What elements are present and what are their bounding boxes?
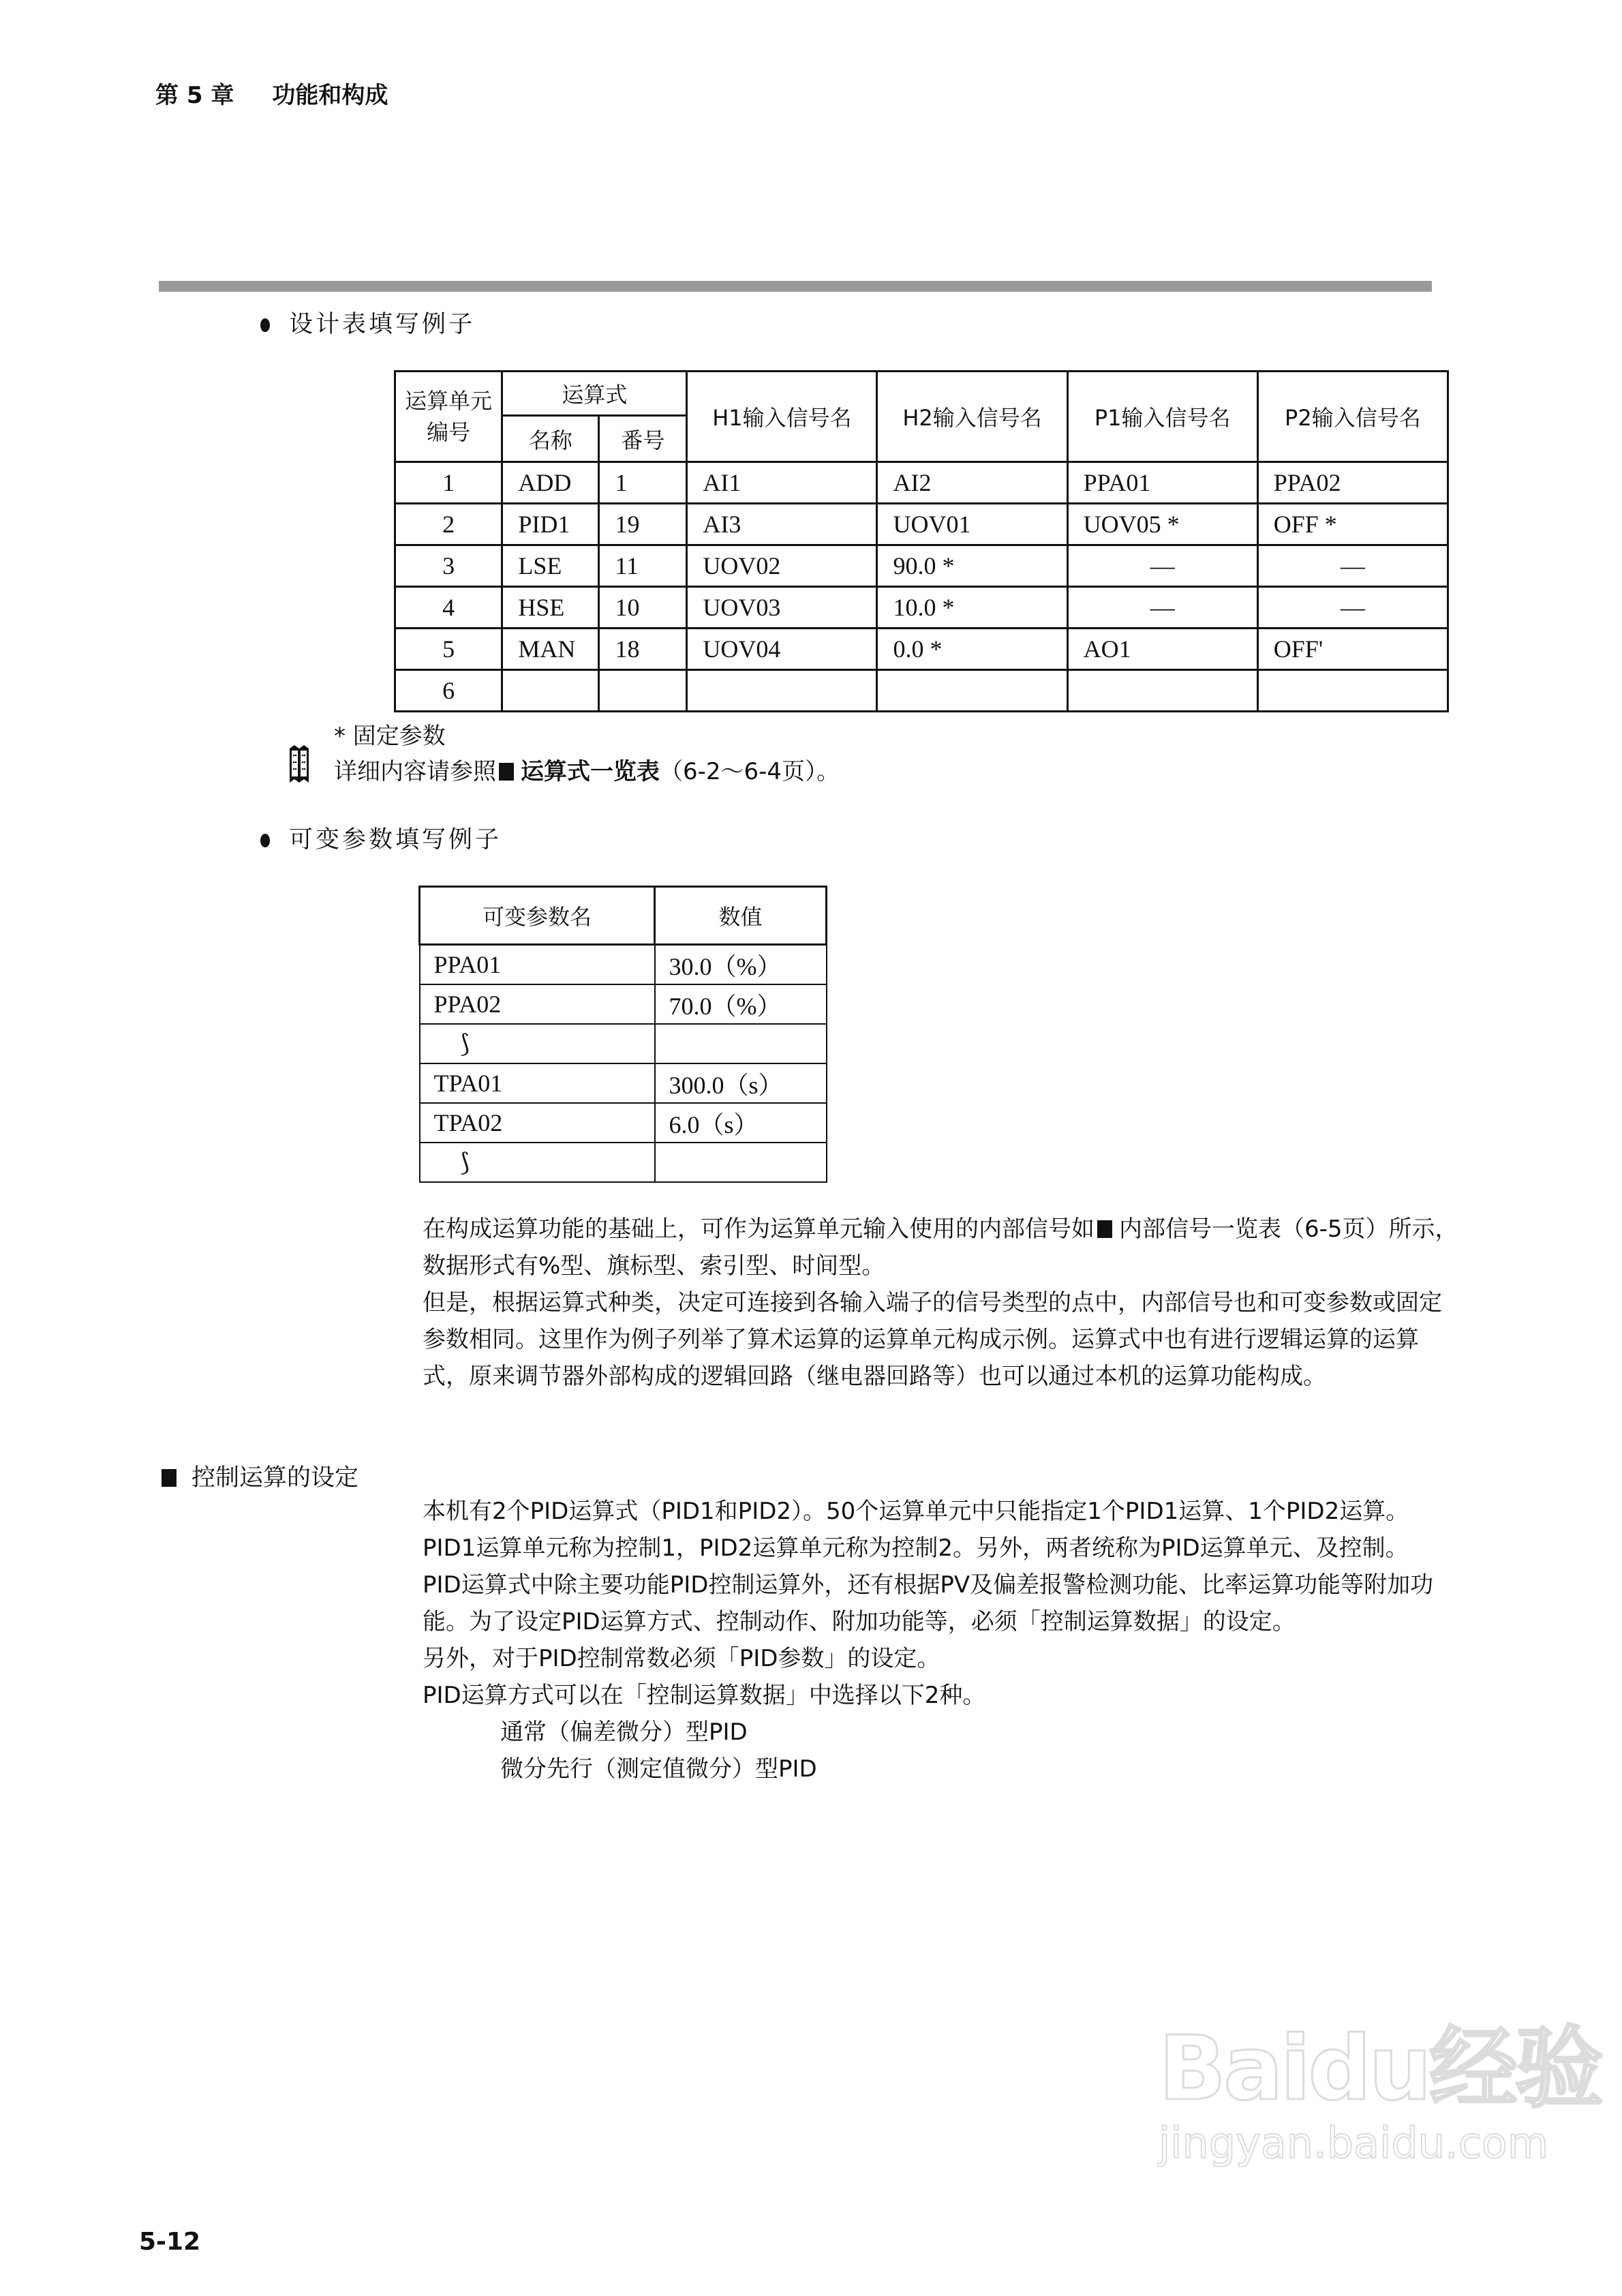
table-row: PPA02 70.0（%）: [420, 984, 827, 1024]
chapter-label: 第 5 章: [155, 82, 234, 109]
design-table: [394, 370, 1449, 712]
reference-link-formula-list[interactable]: 运算式一览表: [521, 758, 660, 785]
bullet-icon: [260, 318, 270, 332]
table-row: 4 HSE 10 UOV03 10.0 * — —: [395, 587, 1448, 629]
header-h1: H1输入信号名: [687, 372, 877, 462]
paragraph: 本机有2个PID运算式（PID1和PID2）。50个运算单元中只能指定1个PID1运算、1个PID2运算。PID1运算单元称为控制1，PID2运算单元称为控制2。另外，两者统称为PID运算单元、及控制。: [423, 1498, 1409, 1562]
table-row: 3 LSE 11 UOV02 90.0 * — —: [395, 545, 1448, 587]
section-divider: [159, 281, 1432, 292]
paragraph: PID运算式中除主要功能PID控制运算外，还有根据PV及偏差报警检测功能、比率运算功能等附加功能。为了设定PID运算方式、控制动作、附加功能等，必须「控制运算数据」的设定。: [423, 1571, 1434, 1635]
header-unit-no: 运算单元编号: [395, 372, 502, 462]
bullet-icon: [260, 834, 270, 847]
table-row: 1 ADD 1 AI1 AI2 PPA01 PPA02: [395, 462, 1448, 504]
book-reference-icon: [289, 744, 309, 784]
table-row: 6: [395, 670, 1448, 712]
table-row: 2 PID1 19 AI3 UOV01 UOV05 * OFF *: [395, 504, 1448, 545]
reference-link-internal-signals[interactable]: 内部信号一览表: [1119, 1215, 1281, 1243]
option-item: 微分先行（测定值微分）型PID: [500, 1755, 817, 1783]
table-row: TPA01 300.0（s）: [420, 1063, 827, 1103]
footnote-fixed-param: * 固定参数: [334, 723, 446, 750]
header-param-value: 数值: [655, 887, 827, 945]
reference-note: 详细内容请参照 运算式一览表（6-2～6-4页）。: [334, 758, 840, 785]
paragraph: 另外，对于PID控制常数必须「PID参数」的设定。: [423, 1645, 940, 1672]
section-heading-control-calc: 控制运算的设定: [162, 1459, 358, 1493]
table-row: 5 MAN 18 UOV04 0.0 * AO1 OFF': [395, 629, 1448, 670]
square-bullet-icon: [162, 1469, 177, 1487]
header-formula-no: 番号: [599, 416, 687, 462]
watermark-url: jingyan.baidu.com: [1159, 2118, 1549, 2168]
section-heading-design-table: 设计表填写例子: [260, 305, 475, 339]
paragraph: 但是，根据运算式种类，决定可连接到各输入端子的信号类型的点中，内部信号也和可变参数或固定参数相同。这里作为例子列举了算术运算的运算单元构成示例。运算式中也有进行逻辑运算的运算式，原来调节器外部构成的逻辑回路（继电器回路等）也可以通过本机的运算功能构成。: [423, 1289, 1442, 1390]
header-formula: 运算式: [502, 372, 687, 416]
chapter-title: 功能和构成: [272, 82, 388, 109]
header-h2: H2输入信号名: [877, 372, 1067, 462]
paragraph: PID运算方式可以在「控制运算数据」中选择以下2种。: [423, 1682, 986, 1709]
body-paragraphs-section2: [423, 1211, 1458, 1395]
square-bullet-icon: [1097, 1220, 1112, 1238]
header-formula-name: 名称: [502, 416, 599, 462]
watermark: [1159, 1997, 1601, 2168]
chapter-header: [155, 76, 388, 110]
table-row-ellipsis: ⟆: [420, 1143, 827, 1182]
header-param-name: 可变参数名: [420, 887, 655, 945]
table-row: TPA02 6.0（s）: [420, 1103, 827, 1143]
body-paragraphs-section3: [423, 1493, 1458, 1787]
section-heading-variable-params: 可变参数填写例子: [260, 821, 502, 855]
variable-params-table: [418, 886, 827, 1183]
square-bullet-icon: [499, 763, 514, 781]
header-p2: P2输入信号名: [1257, 372, 1448, 462]
header-p1: P1输入信号名: [1067, 372, 1257, 462]
table-row-ellipsis: ⟆: [420, 1024, 827, 1063]
table-row: PPA01 30.0（%）: [420, 945, 827, 985]
option-item: 通常（偏差微分）型PID: [500, 1719, 748, 1746]
watermark-logo: Baidu经验: [1159, 2016, 1601, 2120]
paragraph: 在构成运算功能的基础上，可作为运算单元输入使用的内部信号如 内部信号一览表（6-5页）所示，数据形式有%型、旗标型、索引型、时间型。: [423, 1215, 1458, 1280]
page-number: 5-12: [139, 2228, 201, 2256]
